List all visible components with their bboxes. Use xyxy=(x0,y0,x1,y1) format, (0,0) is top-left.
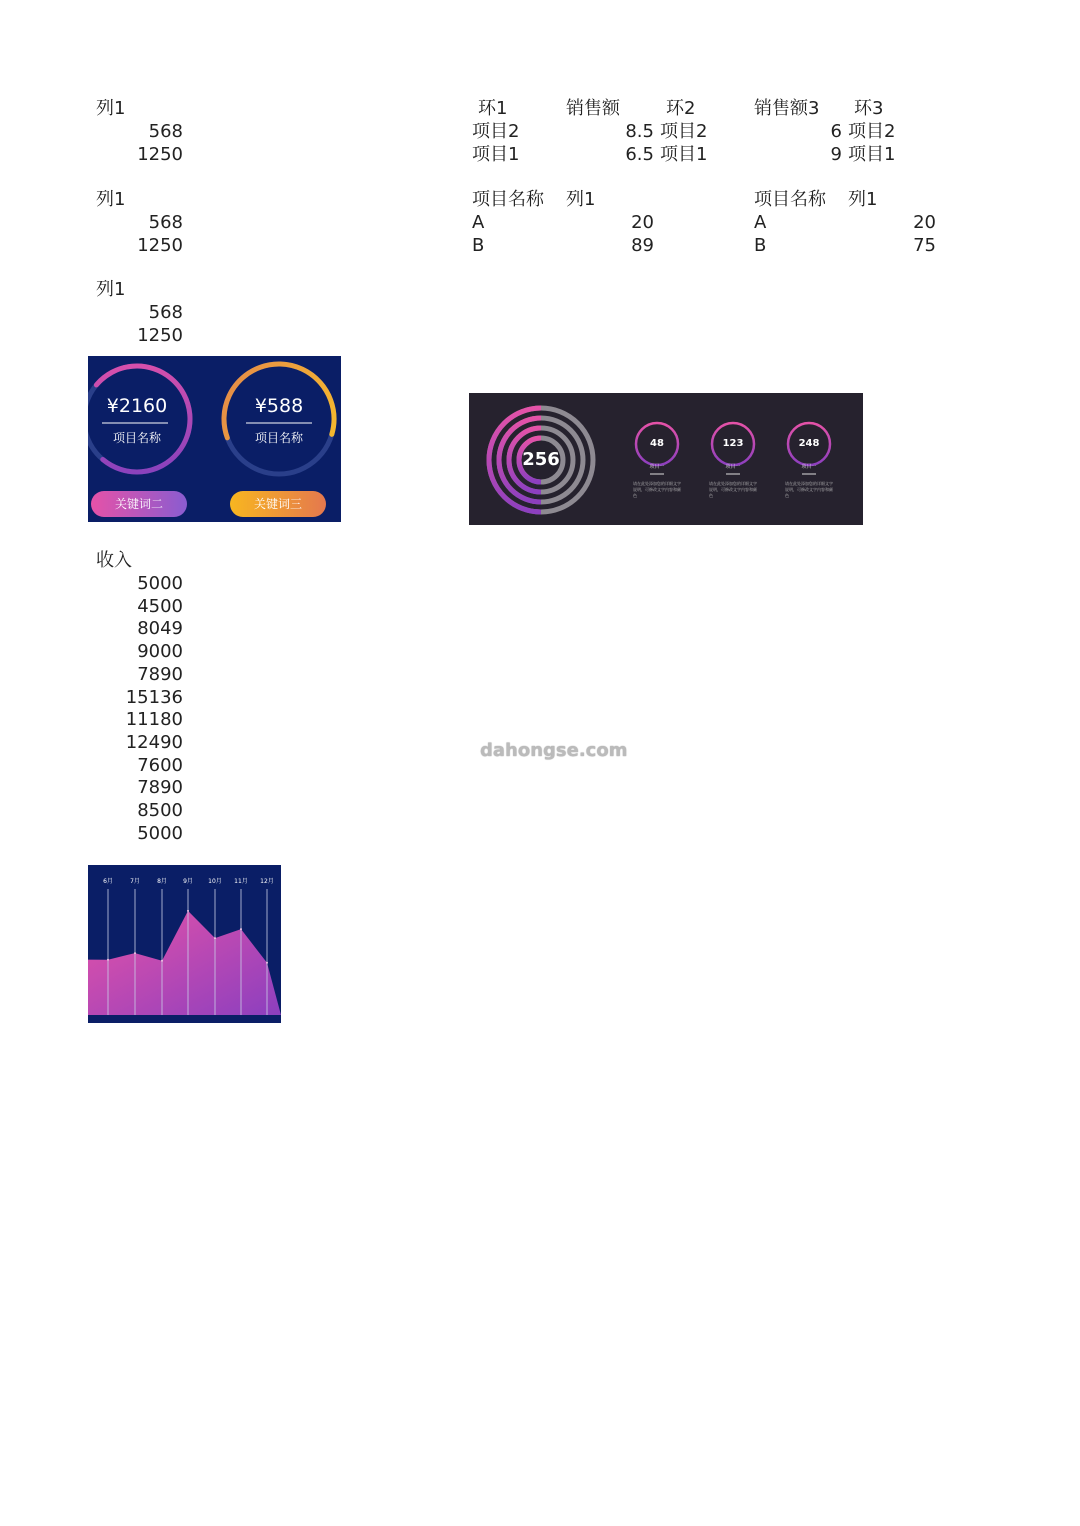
project-table-cell: A xyxy=(754,212,767,233)
keyword-button-left[interactable]: 关键词二 xyxy=(114,497,163,511)
income-cell: 7890 xyxy=(137,663,183,685)
ring-table-cell: 项目2 xyxy=(472,121,520,142)
project-table-cell: A xyxy=(472,212,485,233)
x-tick-label: 7月 xyxy=(130,878,140,885)
income-cell: 9000 xyxy=(137,641,183,663)
project-table-cell: 20 xyxy=(631,212,654,233)
ring-table-cell: 项目1 xyxy=(472,144,520,165)
x-tick-label: 9月 xyxy=(183,878,193,885)
ring-table-cell: 9 xyxy=(830,144,842,165)
ring-item-title: 项目一 xyxy=(801,464,817,470)
x-tick-label: 12月 xyxy=(260,878,274,885)
data-point xyxy=(107,959,109,961)
x-tick-label: 8月 xyxy=(157,878,167,885)
project-table-header: 列1 xyxy=(566,189,596,210)
ring-table-cell: 项目2 xyxy=(660,121,708,142)
keyword-button-right[interactable]: 关键词三 xyxy=(253,497,302,511)
area-series xyxy=(88,911,281,1015)
ring-table-header: 环1 xyxy=(478,98,508,119)
ring-item-desc: 请在此处添加您的详细文字说明，可修改文字内容和颜色 xyxy=(785,481,833,498)
data-point xyxy=(240,928,242,930)
income-cell: 5000 xyxy=(137,573,183,594)
col-table-header: 列1 xyxy=(96,189,126,210)
watermark: dahongse.com xyxy=(480,740,628,761)
project-table-cell: 75 xyxy=(913,235,936,256)
ring-table-cell: 6.5 xyxy=(625,144,654,165)
ring-item-value: 48 xyxy=(650,438,664,449)
x-tick-label: 11月 xyxy=(234,878,248,885)
ring-table-header: 销售额 xyxy=(566,98,620,119)
ring-item-value: 248 xyxy=(798,438,820,449)
ring-item-value: 123 xyxy=(722,438,744,449)
data-point xyxy=(266,962,268,964)
ring-label-left: 项目名称 xyxy=(112,431,161,445)
ring-item-desc: 请在此处添加您的详细文字说明，可修改文字内容和颜色 xyxy=(633,481,681,498)
col-table-cell: 1250 xyxy=(137,144,183,165)
project-table-header: 项目名称 xyxy=(754,189,826,210)
income-cell: 7600 xyxy=(137,754,183,776)
col-table-header: 列1 xyxy=(96,98,126,119)
income-cell: 8049 xyxy=(137,618,183,640)
col-table-header: 列1 xyxy=(96,279,126,300)
income-cell: 12490 xyxy=(125,731,183,753)
ring-item-title: 项目一 xyxy=(649,464,665,470)
data-point xyxy=(187,910,189,912)
ring-card xyxy=(88,356,341,522)
ring-table-header: 环2 xyxy=(666,98,696,119)
area-chart xyxy=(88,865,281,1023)
ring-amount-right: ¥588 xyxy=(254,395,304,417)
ring-table-header: 环3 xyxy=(854,98,884,119)
data-point xyxy=(161,960,163,962)
ring-panel xyxy=(469,393,863,525)
ring-progress-left xyxy=(88,356,212,494)
ring-center-value: 256 xyxy=(522,449,560,470)
ring-amount-left: ¥2160 xyxy=(106,395,168,417)
col-table-cell: 1250 xyxy=(137,235,183,256)
income-cell: 7890 xyxy=(137,777,183,799)
income-cell: 11180 xyxy=(125,709,183,731)
area-chart-svg xyxy=(88,865,281,1023)
ring-table-cell: 6 xyxy=(830,121,842,142)
income-table-header: 收入 xyxy=(96,550,132,571)
ring-table-cell: 项目1 xyxy=(848,144,896,165)
income-cell: 8500 xyxy=(137,800,183,821)
x-tick-label: 10月 xyxy=(208,878,222,885)
project-table-cell: B xyxy=(472,235,485,256)
income-cell: 15136 xyxy=(125,686,183,708)
ring-item-title: 项目一 xyxy=(725,464,741,470)
ring-table-cell: 8.5 xyxy=(625,121,654,142)
data-point xyxy=(134,952,136,954)
col-table-cell: 568 xyxy=(148,302,183,323)
ring-table-header: 销售额3 xyxy=(754,98,820,119)
col-table-cell: 568 xyxy=(148,212,183,233)
project-table-cell: B xyxy=(754,235,767,256)
data-point xyxy=(214,937,216,939)
col-table-cell: 568 xyxy=(148,121,183,142)
project-table-header: 项目名称 xyxy=(472,189,544,210)
ring-table-cell: 项目2 xyxy=(848,121,896,142)
ring-table xyxy=(472,98,932,168)
col-table-cell: 1250 xyxy=(137,325,183,346)
project-table-header: 列1 xyxy=(848,189,878,210)
income-cell: 5000 xyxy=(137,822,183,844)
ring-label-right: 项目名称 xyxy=(254,431,303,445)
ring-table-cell: 项目1 xyxy=(660,144,708,165)
ring-item-desc: 请在此处添加您的详细文字说明，可修改文字内容和颜色 xyxy=(709,481,757,498)
x-tick-label: 6月 xyxy=(103,878,113,885)
project-table-cell: 89 xyxy=(631,235,654,256)
project-table-cell: 20 xyxy=(913,212,936,233)
income-cell: 4500 xyxy=(137,595,183,617)
